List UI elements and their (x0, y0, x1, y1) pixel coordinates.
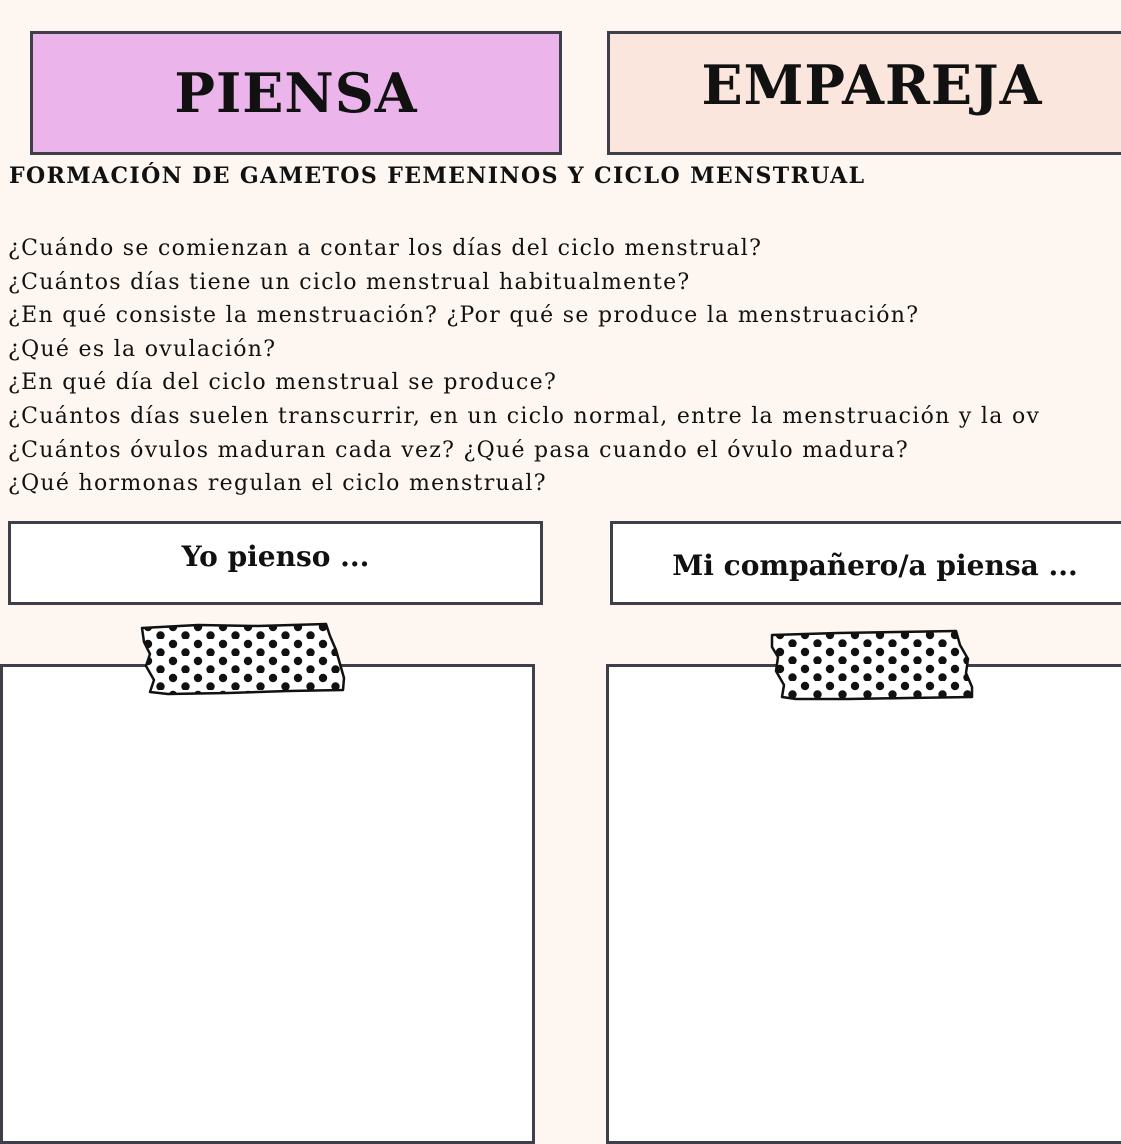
question-item: ¿Qué hormonas regulan el ciclo menstrual? (8, 471, 547, 497)
yo-pienso-label-box (8, 521, 543, 605)
piensa-header (30, 31, 562, 155)
question-list (8, 232, 1040, 501)
my-answer-area[interactable] (0, 664, 535, 1144)
companero-piensa-label: Mi compañero/a piensa ... (672, 548, 1078, 582)
yo-pienso-label: Yo pienso ... (181, 540, 370, 573)
polka-dot-tape-icon (768, 627, 978, 703)
piensa-title: PIENSA (174, 61, 418, 125)
question-item: ¿En qué día del ciclo menstrual se produce? (8, 370, 558, 396)
question-item: ¿Qué es la ovulación? (8, 336, 277, 362)
question-item: ¿Cuántos días suelen transcurrir, en un ciclo normal, entre la menstruación y la ov (8, 403, 1041, 429)
question-item: ¿Cuántos días tiene un ciclo menstrual habitualmente? (8, 269, 691, 295)
question-item: ¿En qué consiste la menstruación? ¿Por qué se produce la menstruación? (8, 303, 920, 329)
empareja-title: EMPAREJA (701, 53, 1043, 117)
question-item: ¿Cuándo se comienzan a contar los días del ciclo menstrual? (8, 236, 763, 261)
question-item: ¿Cuántos óvulos maduran cada vez? ¿Qué pasa cuando el óvulo madura? (8, 437, 909, 463)
empareja-header (607, 31, 1121, 155)
companero-piensa-label-box (610, 521, 1121, 605)
topic-subtitle: FORMACIÓN DE GAMETOS FEMENINOS Y CICLO MENSTRUAL (9, 163, 866, 189)
polka-dot-tape-icon (138, 620, 350, 696)
partner-answer-area[interactable] (606, 664, 1121, 1144)
